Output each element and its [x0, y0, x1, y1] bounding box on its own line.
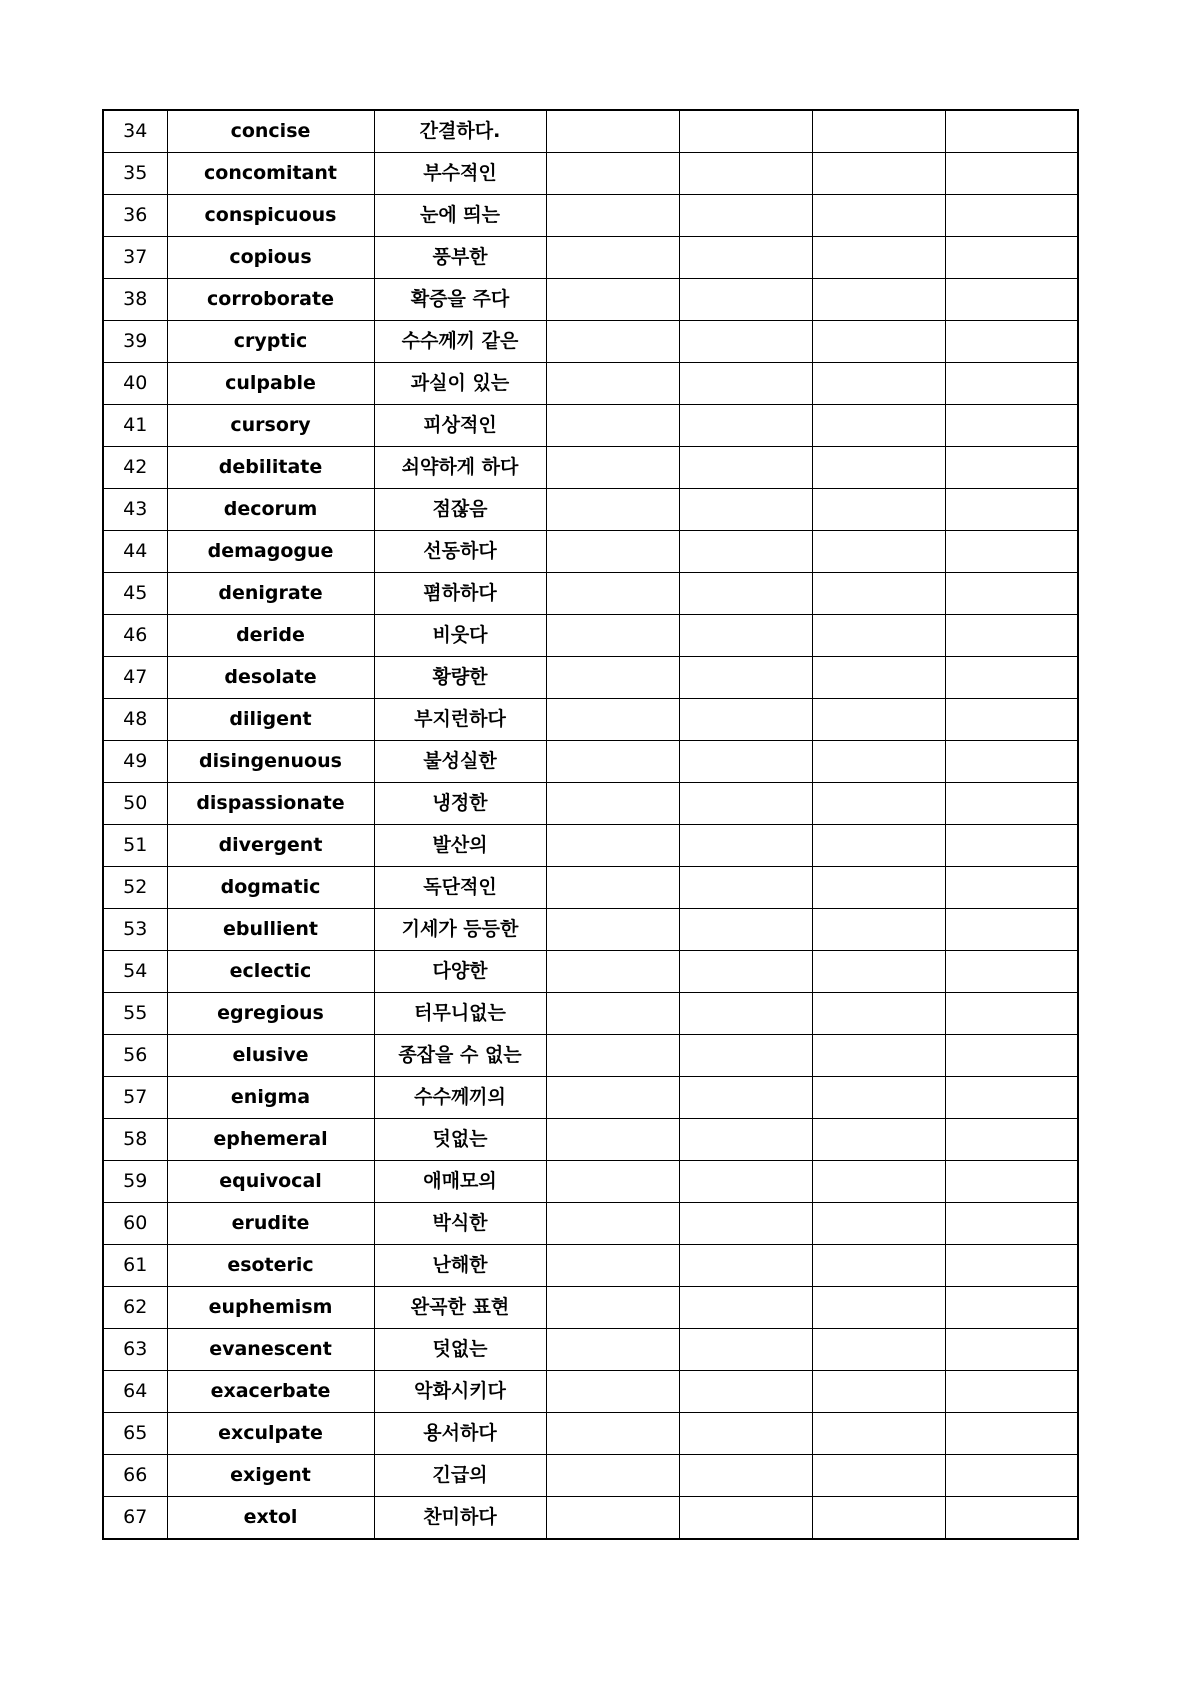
- table-row: [103, 531, 1078, 573]
- table-row: [103, 1203, 1078, 1245]
- blank-practice-cell: [945, 1203, 1078, 1245]
- vocabulary-table-body: [103, 110, 1078, 1539]
- blank-practice-cell: [812, 1077, 945, 1119]
- blank-practice-cell: [812, 993, 945, 1035]
- blank-practice-cell: [679, 153, 812, 195]
- blank-practice-cell: [546, 993, 679, 1035]
- table-row: [103, 783, 1078, 825]
- blank-practice-cell: [945, 447, 1078, 489]
- row-number: 59: [103, 1161, 167, 1203]
- table-row: [103, 615, 1078, 657]
- table-row: [103, 1119, 1078, 1161]
- english-word: denigrate: [167, 573, 374, 615]
- korean-meaning: 점잖음: [374, 489, 546, 531]
- table-row: [103, 1371, 1078, 1413]
- blank-practice-cell: [546, 447, 679, 489]
- korean-meaning: 확증을 주다: [374, 279, 546, 321]
- english-word: dispassionate: [167, 783, 374, 825]
- blank-practice-cell: [546, 363, 679, 405]
- blank-practice-cell: [679, 993, 812, 1035]
- row-number: 40: [103, 363, 167, 405]
- blank-practice-cell: [812, 321, 945, 363]
- blank-practice-cell: [679, 825, 812, 867]
- blank-practice-cell: [945, 110, 1078, 153]
- table-row: [103, 489, 1078, 531]
- blank-practice-cell: [945, 909, 1078, 951]
- korean-meaning: 긴급의: [374, 1455, 546, 1497]
- blank-practice-cell: [812, 237, 945, 279]
- english-word: diligent: [167, 699, 374, 741]
- blank-practice-cell: [546, 1455, 679, 1497]
- blank-practice-cell: [679, 1203, 812, 1245]
- english-word: exigent: [167, 1455, 374, 1497]
- table-row: [103, 951, 1078, 993]
- row-number: 45: [103, 573, 167, 615]
- table-row: [103, 741, 1078, 783]
- blank-practice-cell: [945, 951, 1078, 993]
- blank-practice-cell: [812, 657, 945, 699]
- english-word: culpable: [167, 363, 374, 405]
- table-row: [103, 363, 1078, 405]
- table-row: [103, 405, 1078, 447]
- english-word: extol: [167, 1497, 374, 1540]
- blank-practice-cell: [945, 657, 1078, 699]
- korean-meaning: 박식한: [374, 1203, 546, 1245]
- table-row: [103, 1329, 1078, 1371]
- table-row: [103, 699, 1078, 741]
- row-number: 57: [103, 1077, 167, 1119]
- blank-practice-cell: [812, 110, 945, 153]
- blank-practice-cell: [546, 237, 679, 279]
- english-word: deride: [167, 615, 374, 657]
- row-number: 38: [103, 279, 167, 321]
- blank-practice-cell: [679, 279, 812, 321]
- blank-practice-cell: [812, 783, 945, 825]
- korean-meaning: 발산의: [374, 825, 546, 867]
- korean-meaning: 간결하다.: [374, 110, 546, 153]
- row-number: 46: [103, 615, 167, 657]
- blank-practice-cell: [679, 1329, 812, 1371]
- blank-practice-cell: [546, 783, 679, 825]
- blank-practice-cell: [679, 867, 812, 909]
- table-row: [103, 993, 1078, 1035]
- row-number: 55: [103, 993, 167, 1035]
- english-word: evanescent: [167, 1329, 374, 1371]
- table-row: [103, 1413, 1078, 1455]
- korean-meaning: 불성실한: [374, 741, 546, 783]
- english-word: erudite: [167, 1203, 374, 1245]
- table-row: [103, 1245, 1078, 1287]
- blank-practice-cell: [546, 195, 679, 237]
- blank-practice-cell: [679, 110, 812, 153]
- blank-practice-cell: [812, 1287, 945, 1329]
- blank-practice-cell: [679, 363, 812, 405]
- row-number: 52: [103, 867, 167, 909]
- english-word: cryptic: [167, 321, 374, 363]
- blank-practice-cell: [945, 405, 1078, 447]
- table-row: [103, 825, 1078, 867]
- row-number: 67: [103, 1497, 167, 1540]
- blank-practice-cell: [812, 1161, 945, 1203]
- table-row: [103, 195, 1078, 237]
- row-number: 41: [103, 405, 167, 447]
- row-number: 43: [103, 489, 167, 531]
- blank-practice-cell: [546, 1035, 679, 1077]
- row-number: 60: [103, 1203, 167, 1245]
- blank-practice-cell: [945, 1413, 1078, 1455]
- blank-practice-cell: [546, 867, 679, 909]
- blank-practice-cell: [679, 573, 812, 615]
- blank-practice-cell: [679, 405, 812, 447]
- blank-practice-cell: [812, 279, 945, 321]
- blank-practice-cell: [679, 1077, 812, 1119]
- table-row: [103, 573, 1078, 615]
- row-number: 53: [103, 909, 167, 951]
- row-number: 34: [103, 110, 167, 153]
- blank-practice-cell: [812, 489, 945, 531]
- english-word: elusive: [167, 1035, 374, 1077]
- english-word: desolate: [167, 657, 374, 699]
- table-row: [103, 867, 1078, 909]
- blank-practice-cell: [679, 615, 812, 657]
- blank-practice-cell: [546, 1497, 679, 1540]
- blank-practice-cell: [679, 489, 812, 531]
- blank-practice-cell: [679, 909, 812, 951]
- blank-practice-cell: [945, 573, 1078, 615]
- blank-practice-cell: [812, 1203, 945, 1245]
- blank-practice-cell: [679, 1497, 812, 1540]
- blank-practice-cell: [546, 657, 679, 699]
- english-word: dogmatic: [167, 867, 374, 909]
- blank-practice-cell: [812, 825, 945, 867]
- blank-practice-cell: [945, 1161, 1078, 1203]
- blank-practice-cell: [945, 867, 1078, 909]
- row-number: 47: [103, 657, 167, 699]
- english-word: eclectic: [167, 951, 374, 993]
- korean-meaning: 눈에 띄는: [374, 195, 546, 237]
- table-row: [103, 1035, 1078, 1077]
- blank-practice-cell: [945, 1245, 1078, 1287]
- blank-practice-cell: [679, 195, 812, 237]
- korean-meaning: 다양한: [374, 951, 546, 993]
- blank-practice-cell: [546, 279, 679, 321]
- blank-practice-cell: [546, 825, 679, 867]
- row-number: 48: [103, 699, 167, 741]
- blank-practice-cell: [945, 363, 1078, 405]
- table-row: [103, 1077, 1078, 1119]
- row-number: 37: [103, 237, 167, 279]
- korean-meaning: 황량한: [374, 657, 546, 699]
- blank-practice-cell: [546, 699, 679, 741]
- blank-practice-cell: [546, 1161, 679, 1203]
- blank-practice-cell: [679, 741, 812, 783]
- blank-practice-cell: [679, 237, 812, 279]
- blank-practice-cell: [679, 699, 812, 741]
- korean-meaning: 쇠약하게 하다: [374, 447, 546, 489]
- blank-practice-cell: [546, 1287, 679, 1329]
- korean-meaning: 터무니없는: [374, 993, 546, 1035]
- korean-meaning: 찬미하다: [374, 1497, 546, 1540]
- english-word: corroborate: [167, 279, 374, 321]
- blank-practice-cell: [546, 573, 679, 615]
- blank-practice-cell: [546, 1371, 679, 1413]
- blank-practice-cell: [812, 153, 945, 195]
- english-word: disingenuous: [167, 741, 374, 783]
- blank-practice-cell: [679, 1455, 812, 1497]
- row-number: 39: [103, 321, 167, 363]
- blank-practice-cell: [945, 1077, 1078, 1119]
- blank-practice-cell: [945, 321, 1078, 363]
- korean-meaning: 수수께끼의: [374, 1077, 546, 1119]
- english-word: equivocal: [167, 1161, 374, 1203]
- blank-practice-cell: [679, 1035, 812, 1077]
- blank-practice-cell: [812, 909, 945, 951]
- row-number: 36: [103, 195, 167, 237]
- korean-meaning: 독단적인: [374, 867, 546, 909]
- blank-practice-cell: [546, 1245, 679, 1287]
- blank-practice-cell: [546, 741, 679, 783]
- row-number: 42: [103, 447, 167, 489]
- korean-meaning: 비웃다: [374, 615, 546, 657]
- row-number: 62: [103, 1287, 167, 1329]
- row-number: 35: [103, 153, 167, 195]
- table-row: [103, 909, 1078, 951]
- blank-practice-cell: [945, 741, 1078, 783]
- blank-practice-cell: [812, 867, 945, 909]
- korean-meaning: 덧없는: [374, 1119, 546, 1161]
- blank-practice-cell: [679, 321, 812, 363]
- blank-practice-cell: [812, 1245, 945, 1287]
- table-row: [103, 110, 1078, 153]
- blank-practice-cell: [679, 951, 812, 993]
- row-number: 64: [103, 1371, 167, 1413]
- blank-practice-cell: [546, 1077, 679, 1119]
- blank-practice-cell: [945, 1497, 1078, 1540]
- blank-practice-cell: [546, 951, 679, 993]
- blank-practice-cell: [679, 783, 812, 825]
- korean-meaning: 종잡을 수 없는: [374, 1035, 546, 1077]
- blank-practice-cell: [546, 1203, 679, 1245]
- table-row: [103, 1161, 1078, 1203]
- blank-practice-cell: [945, 237, 1078, 279]
- english-word: ephemeral: [167, 1119, 374, 1161]
- blank-practice-cell: [812, 951, 945, 993]
- row-number: 54: [103, 951, 167, 993]
- table-row: [103, 657, 1078, 699]
- english-word: copious: [167, 237, 374, 279]
- table-row: [103, 1455, 1078, 1497]
- row-number: 50: [103, 783, 167, 825]
- blank-practice-cell: [812, 1497, 945, 1540]
- table-row: [103, 1287, 1078, 1329]
- row-number: 44: [103, 531, 167, 573]
- english-word: egregious: [167, 993, 374, 1035]
- blank-practice-cell: [546, 1329, 679, 1371]
- korean-meaning: 애매모의: [374, 1161, 546, 1203]
- english-word: demagogue: [167, 531, 374, 573]
- korean-meaning: 부지런하다: [374, 699, 546, 741]
- table-row: [103, 279, 1078, 321]
- table-row: [103, 237, 1078, 279]
- blank-practice-cell: [945, 153, 1078, 195]
- blank-practice-cell: [945, 195, 1078, 237]
- korean-meaning: 용서하다: [374, 1413, 546, 1455]
- english-word: divergent: [167, 825, 374, 867]
- blank-practice-cell: [812, 1413, 945, 1455]
- blank-practice-cell: [812, 1119, 945, 1161]
- blank-practice-cell: [546, 615, 679, 657]
- blank-practice-cell: [812, 699, 945, 741]
- korean-meaning: 난해한: [374, 1245, 546, 1287]
- blank-practice-cell: [812, 615, 945, 657]
- blank-practice-cell: [812, 363, 945, 405]
- blank-practice-cell: [812, 195, 945, 237]
- row-number: 49: [103, 741, 167, 783]
- english-word: exculpate: [167, 1413, 374, 1455]
- korean-meaning: 선동하다: [374, 531, 546, 573]
- blank-practice-cell: [945, 783, 1078, 825]
- blank-practice-cell: [945, 699, 1078, 741]
- blank-practice-cell: [945, 1287, 1078, 1329]
- table-row: [103, 1497, 1078, 1540]
- korean-meaning: 풍부한: [374, 237, 546, 279]
- row-number: 66: [103, 1455, 167, 1497]
- blank-practice-cell: [945, 1329, 1078, 1371]
- blank-practice-cell: [546, 1413, 679, 1455]
- english-word: exacerbate: [167, 1371, 374, 1413]
- korean-meaning: 냉정한: [374, 783, 546, 825]
- blank-practice-cell: [546, 531, 679, 573]
- blank-practice-cell: [679, 1371, 812, 1413]
- vocabulary-table: [102, 109, 1079, 1540]
- row-number: 63: [103, 1329, 167, 1371]
- blank-practice-cell: [945, 531, 1078, 573]
- row-number: 56: [103, 1035, 167, 1077]
- blank-practice-cell: [945, 1035, 1078, 1077]
- blank-practice-cell: [546, 153, 679, 195]
- blank-practice-cell: [679, 657, 812, 699]
- blank-practice-cell: [812, 1455, 945, 1497]
- blank-practice-cell: [945, 1455, 1078, 1497]
- table-row: [103, 321, 1078, 363]
- korean-meaning: 폄하하다: [374, 573, 546, 615]
- english-word: euphemism: [167, 1287, 374, 1329]
- korean-meaning: 피상적인: [374, 405, 546, 447]
- blank-practice-cell: [546, 405, 679, 447]
- table-row: [103, 447, 1078, 489]
- blank-practice-cell: [812, 1371, 945, 1413]
- blank-practice-cell: [679, 531, 812, 573]
- blank-practice-cell: [812, 573, 945, 615]
- korean-meaning: 덧없는: [374, 1329, 546, 1371]
- blank-practice-cell: [945, 993, 1078, 1035]
- blank-practice-cell: [945, 489, 1078, 531]
- blank-practice-cell: [546, 1119, 679, 1161]
- blank-practice-cell: [812, 1035, 945, 1077]
- blank-practice-cell: [945, 615, 1078, 657]
- row-number: 61: [103, 1245, 167, 1287]
- english-word: concomitant: [167, 153, 374, 195]
- korean-meaning: 수수께끼 같은: [374, 321, 546, 363]
- blank-practice-cell: [679, 1245, 812, 1287]
- korean-meaning: 악화시키다: [374, 1371, 546, 1413]
- row-number: 65: [103, 1413, 167, 1455]
- english-word: decorum: [167, 489, 374, 531]
- blank-practice-cell: [679, 1413, 812, 1455]
- blank-practice-cell: [546, 321, 679, 363]
- blank-practice-cell: [679, 1119, 812, 1161]
- blank-practice-cell: [812, 531, 945, 573]
- blank-practice-cell: [546, 110, 679, 153]
- blank-practice-cell: [679, 447, 812, 489]
- english-word: debilitate: [167, 447, 374, 489]
- blank-practice-cell: [945, 1371, 1078, 1413]
- korean-meaning: 기세가 등등한: [374, 909, 546, 951]
- blank-practice-cell: [812, 1329, 945, 1371]
- blank-practice-cell: [546, 489, 679, 531]
- table-row: [103, 153, 1078, 195]
- english-word: concise: [167, 110, 374, 153]
- row-number: 51: [103, 825, 167, 867]
- blank-practice-cell: [945, 825, 1078, 867]
- blank-practice-cell: [546, 909, 679, 951]
- korean-meaning: 완곡한 표현: [374, 1287, 546, 1329]
- blank-practice-cell: [945, 1119, 1078, 1161]
- english-word: esoteric: [167, 1245, 374, 1287]
- english-word: conspicuous: [167, 195, 374, 237]
- english-word: enigma: [167, 1077, 374, 1119]
- korean-meaning: 과실이 있는: [374, 363, 546, 405]
- blank-practice-cell: [812, 447, 945, 489]
- blank-practice-cell: [945, 279, 1078, 321]
- english-word: ebullient: [167, 909, 374, 951]
- english-word: cursory: [167, 405, 374, 447]
- blank-practice-cell: [679, 1287, 812, 1329]
- blank-practice-cell: [812, 405, 945, 447]
- korean-meaning: 부수적인: [374, 153, 546, 195]
- blank-practice-cell: [679, 1161, 812, 1203]
- row-number: 58: [103, 1119, 167, 1161]
- blank-practice-cell: [812, 741, 945, 783]
